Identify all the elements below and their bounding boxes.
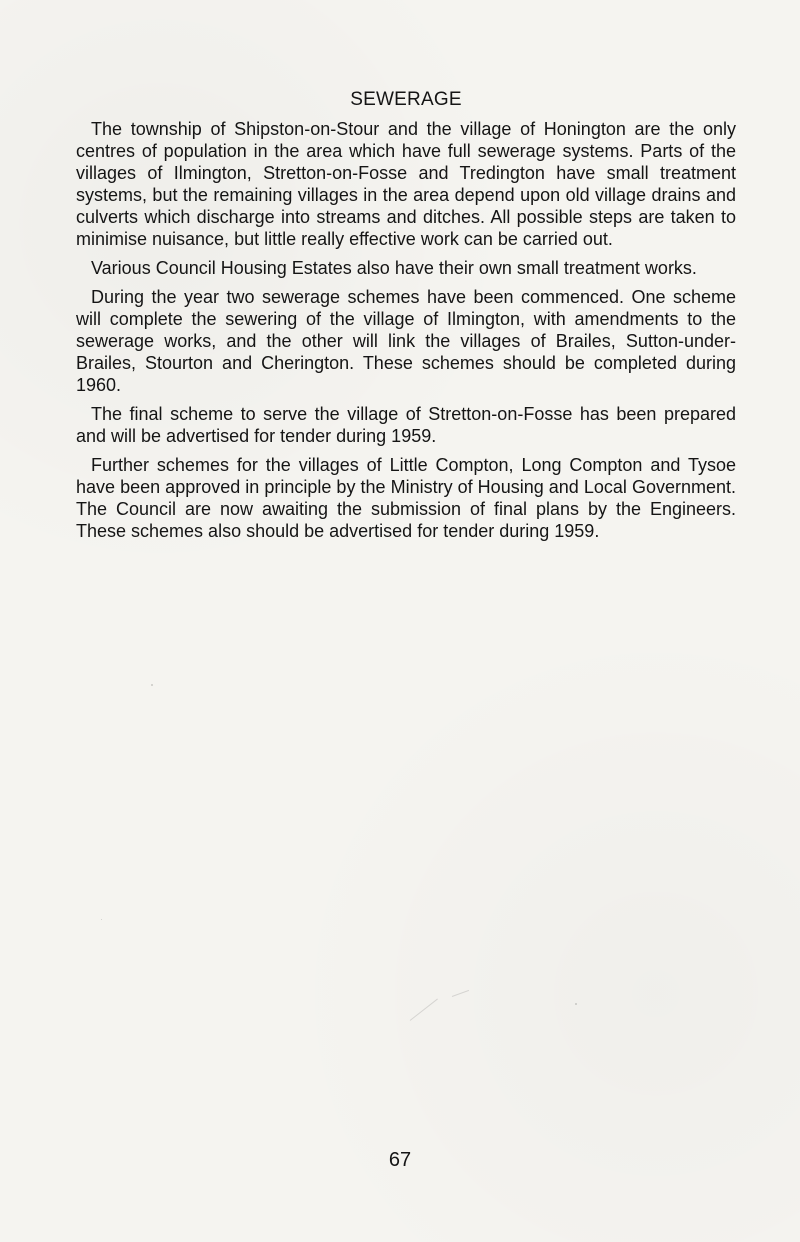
section-heading: SEWERAGE	[350, 89, 462, 110]
paragraph-housing-estates: Various Council Housing Estates also have their own small treatment works.	[91, 258, 697, 278]
paper-mark	[410, 999, 438, 1021]
paper-speck	[151, 684, 153, 686]
document-content	[76, 88, 736, 549]
paper-speck	[101, 919, 102, 920]
paragraph-schemes-commenced: During the year two sewerage schemes have been commenced. One scheme will complete the sewering of the village of Ilmington, with amendments to the sewerage works, and the other will link the villages of Brailes, Sutton-under-Brailes, Stourton and Cherington. These schemes should be completed during 1960.	[76, 287, 736, 395]
paragraph-further-schemes: Further schemes for the villages of Little Compton, Long Compton and Tysoe have been approved in principle by the Ministry of Housing and Local Government. The Council are now awaiting the submission of final plans by the Engineers. These schemes also should be advertised for tender during 1959.	[76, 455, 736, 541]
paper-mark	[452, 990, 469, 997]
paragraph-sewerage-systems: The township of Shipston-on-Stour and the village of Honington are the only centres of population in the area which have full sewerage systems. Parts of the villages of Ilmington, Stretton-on-Fosse and Tredington have small treatment systems, but the remaining villages in the area depend upon old village drains and culverts which discharge into streams and ditches. All possible steps are taken to minimise nuisance, but little really effective work can be carried out.	[76, 119, 736, 249]
paper-speck	[575, 1003, 577, 1005]
page-number: 67	[388, 1149, 412, 1171]
paragraph-final-scheme: The final scheme to serve the village of Stretton-on-Fosse has been prepared and will be advertised for tender during 1959.	[76, 404, 736, 446]
